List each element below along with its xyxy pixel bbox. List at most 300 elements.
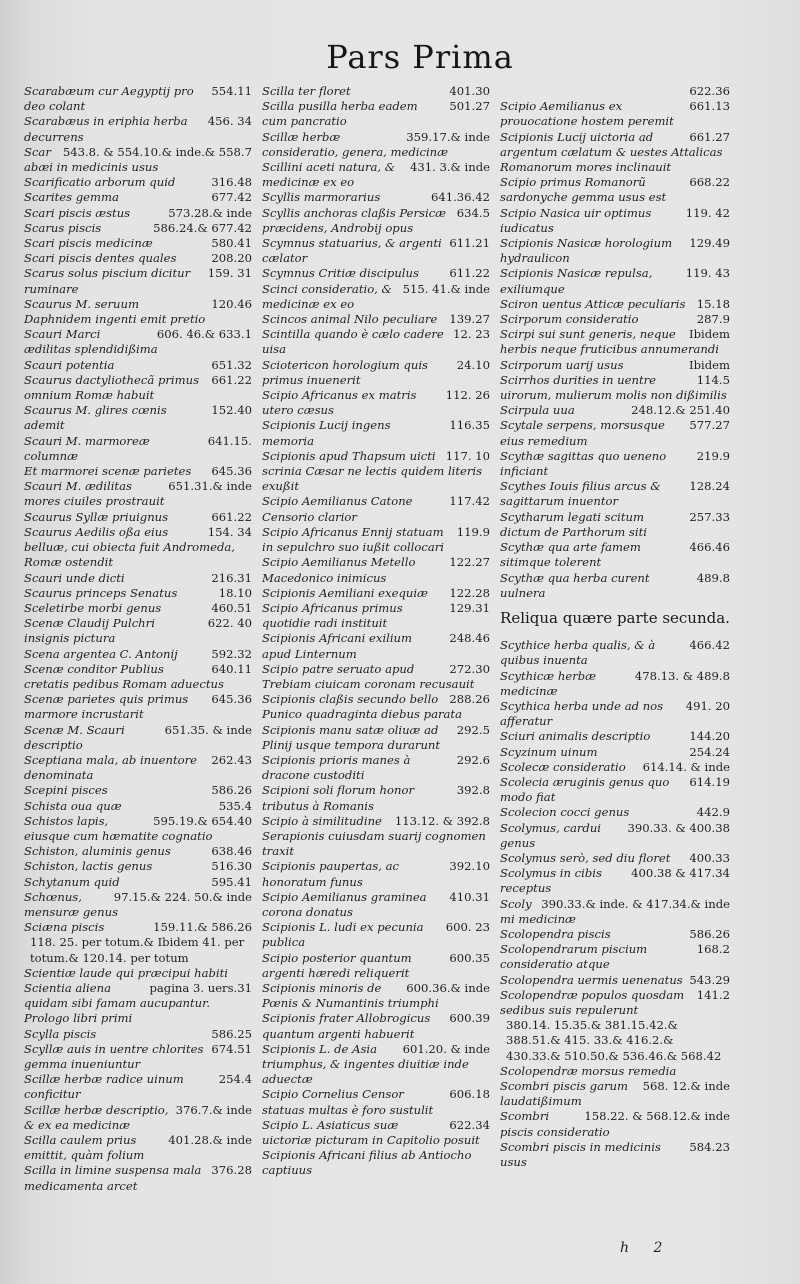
index-entry [24,981,252,1027]
index-entry-term: Scauri M. marmoreæ columnæ [24,433,150,463]
index-entry-reference: 573.28.& inde [168,205,252,220]
index-entry [262,890,490,920]
index-entry-reference: 606. 46.& 633.1 [156,327,252,342]
index-entry [24,571,252,586]
index-entry-term: Scythicæ herbæ medicinæ [500,668,597,698]
index-entry-reference: 376.7.& inde [175,1102,252,1117]
index-entry [262,190,490,205]
index-entry-term: Scolopendræ morsus remedia [500,1063,677,1078]
index-entry-term: Scauri potentia [24,357,115,372]
index-entry-term: Scolopendræ populos quosdam sedibus suis repulerunt [500,987,685,1017]
index-entry-reference: 152.40 [211,403,252,418]
index-entry-term: Schista oua quæ [24,798,122,813]
index-entry-reference: pagina 3. uers.31 [149,980,252,995]
index-entry [500,206,730,236]
index-entry [24,1027,252,1042]
index-entry-term: Scipio Aemilianus Metello Macedonico inimicus [262,555,416,585]
index-column-1 [24,84,252,1194]
index-entry [24,647,252,662]
index-entry [500,418,730,448]
index-entry-term: Scillæ herbæ descriptio, & ex ea medicinæ [24,1102,169,1132]
index-entry-term: Schœnus, mensuræ genus [24,889,119,919]
index-entry-term: Scipionis L. de Asia triumphus, & ingentes diuitiæ inde aduectæ [262,1041,469,1087]
index-entry [262,266,490,281]
index-entry [500,669,730,699]
index-entry-term: Scipio Aemilianus graminea corona donatus [262,889,427,919]
index-entry [500,236,730,266]
index-entry-reference: 113.12. & 392.8 [394,813,490,828]
index-entry-term: Scarus solus piscium dicitur ruminare [24,266,191,296]
index-entry-term: Scolymus in cibis receptus [500,866,602,896]
index-entry-term: Scarificatio arborum quid [24,175,176,190]
index-entry-reference: 410.31 [449,889,490,904]
index-entry-term: Scolopendra uermis uenenatus [500,972,683,987]
index-entry-term: Scolopendrarum piscium consideratio atque [500,942,648,972]
section-heading: Reliqua quære parte secunda. [500,608,730,627]
page-header-title: Pars Prima [326,38,514,76]
index-entry-term: Scarus piscis [24,220,102,235]
index-entry-term: Scirpula uua [500,403,575,418]
index-entry [262,783,490,813]
index-entry-term: Scarabæum cur Aegyptij pro deo colant [24,84,194,114]
index-entry-term: Scythica herba unde ad nos afferatur [500,698,664,729]
index-entry-term: Scytale serpens, morsusque eius remedium [500,418,665,448]
index-entry [24,814,252,844]
index-entry [500,358,730,373]
index-entry [24,479,252,509]
index-entry-reference: 119. 43 [685,266,730,281]
index-entry-term: Scillini aceti natura, & medicinæ ex eo [262,160,396,190]
index-entry [24,464,252,479]
index-entry [24,525,252,571]
index-entry-term: Scinci consideratio, & medicinæ ex eo [262,281,392,311]
index-entry-reference: 535.4 [218,798,252,813]
index-entry-term: Scipionis L. ludi ex pecunia publica [262,920,424,950]
index-entry-reference: 141.2 [696,987,730,1002]
index-entry-reference: 568. 12.& inde [642,1079,730,1093]
index-entry-term: Scipionis Aemiliani exequiæ [262,585,428,600]
index-entry [24,616,252,646]
index-entry [500,942,730,972]
index-entry-term: Scipio Africanus Ennij statuam in sepulchro suo iußit collocari [262,524,445,555]
index-entry [500,805,730,820]
index-entry [262,586,490,601]
index-entry-reference: 668.22 [689,175,730,190]
index-entry [262,494,490,524]
index-entry-reference: 359.17.& inde [406,129,490,144]
index-entry-term: Scipio primus Romanorũ sardonyche gemma usus est [500,175,667,205]
index-entry-reference: 18.10 [218,585,252,600]
index-entry [262,327,490,357]
index-entry [500,1109,730,1139]
index-entry [24,84,252,114]
index-entry-term: Scintilla quando è cælo cadere uisa [262,327,444,357]
index-entry-reference: 400.38 & 417.34 [631,866,730,881]
index-entry [24,1072,252,1102]
index-entry-term: Schistos lapis, eiusque cum hæmatite cognatio [24,813,213,843]
index-entry-reference: 272.30 [449,661,490,676]
index-entry-term: Scauri unde dicti [24,570,125,585]
index-entry-term: Scipionis apud Thapsum uicti scrinia Cæsar ne lectis quidem literis exußit [262,448,483,494]
index-entry-reference: 516.30 [211,859,252,874]
index-entry [262,662,490,692]
index-entry [500,266,730,296]
index-entry [262,358,490,388]
index-entry-reference: 554.11 [211,84,252,98]
index-entry-term: Scombri piscis garum laudatißimum [500,1079,629,1109]
index-entry-reference: 651.31.& inde [168,479,252,494]
index-entry-term: Scymnus statuarius, & argenti cælator [262,236,442,266]
index-entry-reference: 661.22 [211,372,252,387]
index-entry [24,1163,252,1193]
index-entry-reference: 641.15. [207,433,252,448]
index-entry-term: Scolymi medicinæ [500,896,576,926]
index-entry [262,99,490,129]
index-entry-term: Scipio posterior quantum argenti hæredi reliquerit [262,950,412,980]
index-entry-term: Scillæ herbæ radice uinum conficitur [24,1072,184,1102]
index-entry-term: Scythes Iouis filius arcus & sagittarum inuentor [500,479,661,509]
index-entry-reference: 600. 23 [445,920,490,935]
index-entry-term: Scientia aliena quidam sibi famam aucupantur. Prologo libri primi [24,980,211,1026]
index-entry-reference: 119. 42 [685,205,730,220]
index-entry [24,586,252,601]
index-entry-reference: 580.41 [211,236,252,251]
index-entry-reference: 24.10 [456,357,490,372]
index-entry-term: Scylla piscis [24,1026,97,1041]
index-entry-term: Scipionis minoris de Pœnis & Numantinis triumphi [262,980,439,1011]
index-entry-term: Scipionis Africani filius ab Antiocho captiuus [262,1148,472,1178]
index-entry-reference: 677.42 [211,190,252,205]
index-entry-term: Scenæ Claudij Pulchri insignis pictura [24,616,155,646]
index-entry [500,897,730,927]
index-entry-reference: 661.22 [211,509,252,524]
index-entry [262,160,490,190]
index-entry-term: Scythæ sagittas quo ueneno inficiant [500,448,667,479]
index-entry [500,866,730,896]
index-entry-reference: 456. 34 [207,114,252,129]
index-column-3 [500,84,730,1170]
index-entry [500,729,730,744]
index-entry [24,114,252,144]
index-entry [262,753,490,783]
index-entry [24,236,252,251]
index-entry-reference: 257.33 [689,509,730,524]
index-entry [24,1103,252,1133]
index-entry-reference: 112. 26 [445,388,490,403]
index-entry-reference: 601.20. & inde [402,1041,490,1056]
index-entry-reference: 515. 41.& inde [402,281,490,296]
index-entry [262,130,490,160]
index-entry [24,935,252,981]
index-entry-reference: 390.33. & 400.38 [627,820,730,835]
index-entry-reference: 254.4 [218,1072,252,1087]
index-entry-reference: 592.32 [211,646,252,661]
index-entry-term: Scipionis Africani exilium apud Linternum [262,631,413,661]
index-entry-reference: 489.8 [696,570,730,585]
index-entry [500,851,730,866]
index-entry-term: Scirrhos durities in uentre uirorum, mulierum molis non dißimilis [500,372,727,403]
signature-mark: h 2 [620,1240,673,1256]
index-entry-term: Scarabæi in medicinis usus [24,144,159,175]
index-entry [262,282,490,312]
index-entry [262,631,490,661]
index-entry-reference: 595.19.& 654.40 [153,813,252,828]
index-entry-reference: 651.32 [211,357,252,372]
index-entry-term: Scaurus princeps Senatus [24,585,178,600]
index-entry-reference: 117. 10 [445,448,490,463]
index-entry [500,99,730,129]
index-entry-term: Scari piscis æstus [24,205,131,220]
index-entry [500,571,730,601]
index-entry-reference: Ibidem [689,327,730,342]
index-entry [262,1042,490,1088]
index-entry [24,434,252,464]
index-entry [262,692,490,722]
index-entry-term: Scipionis frater Allobrogicus quantum argenti habuerit [262,1011,431,1041]
index-entry-reference: 595.41 [211,874,252,889]
index-entry-reference: 390.33.& inde. & 417.34.& inde [541,896,730,911]
index-entry [24,753,252,783]
index-entry-term: Scirporum consideratio [500,312,639,327]
index-entry [500,175,730,205]
index-entry [500,775,730,805]
index-entry [24,723,252,753]
index-entry-reference: 431. 3.& inde [409,160,490,175]
index-entry-reference: 622.34 [449,1117,490,1132]
index-entry-reference: 543.29 [689,972,730,987]
index-entry-reference: 611.21 [449,236,490,251]
index-entry [500,927,730,942]
index-entry-term: Et marmorei scenæ parietes [24,464,192,479]
index-entry-term: Scyzinum uinum [500,744,598,759]
index-entry [24,692,252,722]
index-entry [24,844,252,859]
index-entry-term: Scytharum legati scitum dictum de Parthorum siti [500,509,647,539]
index-entry-reference: 122.27 [449,555,490,570]
index-entry-reference: 392.10 [449,859,490,874]
index-entry-reference: Ibidem [689,357,730,372]
index-entry-reference: 400.33 [689,850,730,865]
index-entry [500,327,730,357]
index-entry-term: Scipio patre seruato apud Trebiam ciuicam coronam recusauit [262,661,475,691]
index-entry-reference: 641.36.42 [430,190,490,205]
index-entry [500,1079,730,1109]
index-entry [262,206,490,236]
index-entry-reference: 442.9 [696,805,730,820]
index-entry [262,1118,490,1148]
index-entry [500,745,730,760]
index-entry [262,312,490,327]
index-entry-reference: 622.36 [689,84,730,98]
index-entry-term: Scolecæ consideratio [500,759,626,774]
index-entry [262,951,490,981]
index-entry [500,988,730,1018]
index-entry-term: Sceletirbe morbi genus [24,600,162,615]
index-entry [262,388,490,418]
index-entry-term: Scari piscis dentes quales [24,251,177,266]
index-entry [500,403,730,418]
index-entry [262,418,490,448]
index-entry [500,760,730,775]
index-entry-reference: 606.18 [449,1087,490,1102]
index-entry-reference: 287.9 [696,312,730,327]
index-entry [24,358,252,373]
index-entry-term: Scipio Cornelius Censor statuas multas è foro sustulit [262,1087,434,1117]
index-entry-reference: 460.51 [211,600,252,615]
index-entry-reference: 600.35 [449,950,490,965]
index-entry-reference: 614.14. & inde [642,759,730,774]
index-entry-reference: 159.11.& 586.26 [153,920,252,935]
index-entry-term: Sciuri animalis descriptio [500,729,651,744]
index-entry [24,783,252,798]
index-entry-reference: 478.13. & 489.8 [634,668,730,683]
index-entry-term: Scyllis marmorarius [262,190,381,205]
index-entry [500,510,730,540]
index-entry-reference: 661.27 [689,129,730,144]
index-entry-term: Scythæ qua arte famem sitimque tolerent [500,540,641,570]
index-entry [500,1018,730,1079]
index-entry-term: Schytanum quid [24,874,120,889]
index-entry [24,875,252,890]
index-entry [500,449,730,479]
index-entry-term: Scipionis paupertas, ac honoratum funus [262,859,399,889]
index-entry-reference: 577.27 [689,418,730,433]
index-entry-reference: 168.2 [696,942,730,957]
index-entry-term: Scaurus dactyliothecã primus omnium Romæ habuit [24,372,200,403]
index-entry [262,449,490,495]
index-entry-reference: 292.6 [456,752,490,767]
index-entry [500,312,730,327]
index-entry-term: Scirpi sui sunt generis, neque herbis neque fruticibus annumerandi [500,327,720,357]
index-column-2 [262,84,490,1179]
index-entry-reference: 401.28.& inde [168,1133,252,1148]
index-entry [24,859,252,874]
index-entry-term: Scipio Africanus primus quotidie radi instituit [262,600,403,631]
index-entry [24,206,252,221]
index-entry [24,221,252,236]
index-entry-reference: 611.22 [449,266,490,281]
index-entry [262,525,490,555]
index-entry-reference: 12. 23 [453,327,490,342]
index-entry-term: Scilla pusilla herba eadem cum pancratio [262,99,418,129]
index-entry [262,601,490,631]
index-entry-term: Scilla caulem prius emittit, quàm folium [24,1133,145,1163]
index-entry-reference: 638.46 [211,844,252,859]
index-entry [500,821,730,851]
index-entry-term: Scyllis anchoras claßis Persicæ præcidens, Androbij opus [262,205,447,235]
index-entry-term: Scauri M. ædilitas mores ciuiles prostrauit [24,479,165,509]
index-entry-term: Scipionis manu satæ oliuæ ad Plinij usque tempora durarunt [262,722,441,752]
index-entry-reference: 586.26 [211,783,252,798]
index-entry-reference: 219.9 [696,448,730,463]
index-entry-reference: 376.28 [211,1163,252,1178]
index-entry-reference: 380.14. 15.35.& 381.15.42.& 388.51.& 415. 33.& 416.2.& 430.33.& 510.50.& 536.46.& 568.42 [506,1018,722,1063]
index-entry-reference: 586.24.& 677.42 [153,220,252,235]
index-entry-reference: 254.24 [689,744,730,759]
index-entry [24,145,252,175]
index-entry-term: Scincos animal Nilo peculiare [262,312,438,327]
index-entry-term: Scolymus, cardui genus [500,820,601,850]
index-entry-reference: 262.43 [211,752,252,767]
index-entry-reference: 144.20 [689,729,730,744]
index-entry-term: Scipio Africanus ex matris utero cæsus [262,388,417,418]
index-entry-term: Scarites gemma [24,190,119,205]
index-entry [24,890,252,920]
index-entry [24,190,252,205]
index-entry-term: Scaurus M. glires cœnis ademit [24,403,167,433]
index-entry [500,1140,730,1170]
index-entry-reference: 216.31 [211,570,252,585]
index-entry-term: Scarabæus in eriphia herba decurrens [24,114,188,144]
index-entry [262,555,490,585]
index-entry-reference: 117.42 [449,494,490,509]
index-entry-term: Scombri piscis in medicinis usus [500,1139,661,1170]
index-entry-reference: 97.15.& 224. 50.& inde [113,889,252,904]
index-entry-term: Scipionis Lucij ingens memoria [262,418,391,448]
index-entry-term: Scaurus Aedilis oßa eius belluæ, cui obiecta fuit Andromeda, Romæ ostendit [24,524,235,570]
index-entry [24,175,252,190]
index-entry-term: Scilla ter floret [262,84,351,98]
index-entry-term: Scolopendra piscis [500,926,611,941]
index-entry-term: Scaurus M. seruum Daphnidem ingenti emit pretio [24,296,206,327]
index-entry [24,799,252,814]
index-entry [24,266,252,296]
index-entry [262,981,490,1011]
index-entry [24,403,252,433]
index-entry [500,130,730,176]
index-entry-reference: 645.36 [211,464,252,479]
index-entry [500,479,730,509]
index-entry-term: Scipionis Nasicæ horologium hydraulicon [500,236,673,266]
index-entry [24,251,252,266]
index-entry-reference: 401.30 [449,84,490,98]
index-entry-reference: 139.27 [449,312,490,327]
index-entry-term: Scaurus Syllæ priuignus [24,509,169,524]
index-entry-term: Sceptiana mala, ab inuentore denominata [24,752,197,783]
index-entry-reference: 159. 31 [207,266,252,281]
index-entry [500,638,730,668]
index-entry-reference: 118. 25. per totum.& Ibidem 41. per totum.& 120.14. per totum [30,935,245,965]
index-entry-reference: 248.46 [449,631,490,646]
index-entry-term: Scipionis prioris manes à dracone custoditi [262,752,411,783]
index-entry [24,601,252,616]
index-entry-reference: 651.35. & inde [164,722,252,737]
index-entry [262,84,490,99]
index-entry-term: Scolymus serò, sed diu floret [500,850,671,865]
index-entry [262,1148,490,1178]
index-entry [500,84,730,99]
index-entry [262,859,490,889]
index-entry-reference: 543.8. & 554.10.& inde.& 558.7 [62,144,252,159]
index-entry-term: Schiston, lactis genus [24,859,153,874]
index-entry-reference: 316.48 [211,175,252,190]
index-entry-reference: 661.13 [689,99,730,114]
index-entry-reference: 116.35 [449,418,490,433]
index-entry-term: Sciæna piscis [24,920,105,935]
index-entry [500,973,730,988]
index-entry-reference: 640.11 [211,661,252,676]
index-entry [262,236,490,266]
index-entry-term: Scipio à similitudine Serapionis cuiusdam suarij cognomen traxit [262,813,486,859]
index-entry [24,1042,252,1072]
index-entry-term: Scymnus Critiæ discipulus [262,266,419,281]
index-entry [24,662,252,692]
index-entry-term: Scipionis Lucij uictoria ad argentum cælatum & uestes Attalicas Romanorum mores inclinauit [500,129,723,175]
index-entry [24,327,252,357]
index-entry-reference: 129.31 [449,600,490,615]
index-entry-reference: 622. 40 [207,616,252,631]
index-entry-term: Schiston, aluminis genus [24,844,171,859]
